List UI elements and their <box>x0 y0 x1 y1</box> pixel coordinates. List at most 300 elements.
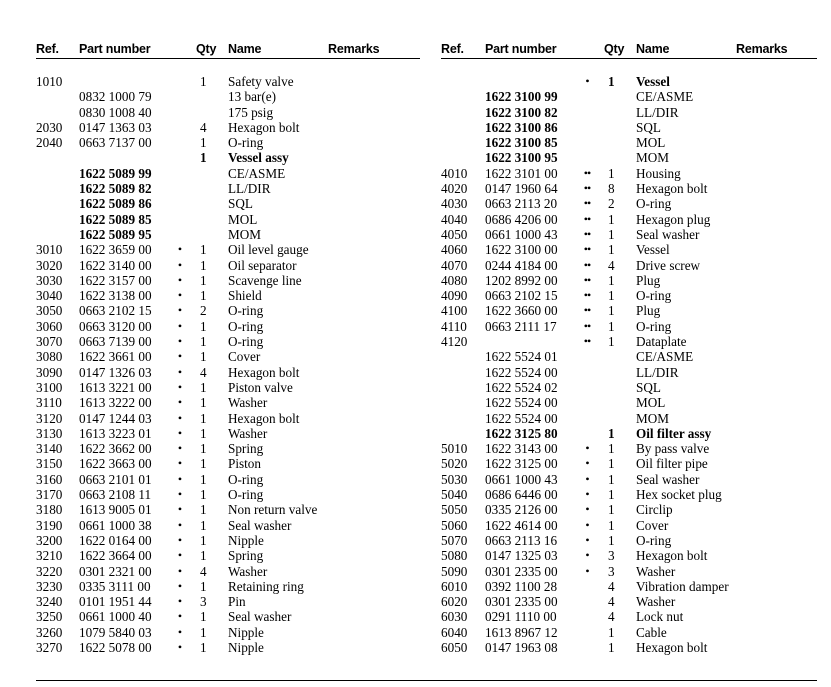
marker-cell: • <box>177 318 182 333</box>
table-row <box>36 59 420 75</box>
name-cell: Seal washer <box>636 226 700 242</box>
ref-cell <box>441 120 485 135</box>
qty-cell: 1 <box>200 425 207 441</box>
name-cell: LL/DIR <box>228 181 271 197</box>
footer-divider <box>36 680 817 681</box>
table-row <box>36 533 420 548</box>
part-number-cell: 1079 5840 03 <box>79 624 152 640</box>
marker-cell: • <box>177 334 182 349</box>
ref-cell: 5010 <box>441 441 468 457</box>
ref-cell: 3030 <box>36 272 63 288</box>
table-row <box>441 533 817 548</box>
qty-cell <box>194 181 228 196</box>
remarks-cell <box>328 150 420 165</box>
table-row <box>36 166 420 181</box>
ref-cell: 3230 <box>36 578 63 594</box>
table-row <box>441 579 817 594</box>
qty-cell: 1 <box>608 211 615 227</box>
table-row <box>36 411 420 426</box>
remarks-cell <box>328 273 420 288</box>
remarks-cell <box>736 273 817 288</box>
remarks-cell <box>736 74 817 89</box>
qty-cell <box>602 120 636 135</box>
ref-cell: 3080 <box>36 349 63 365</box>
ref-cell: 5050 <box>441 502 468 518</box>
ref-cell: 3120 <box>36 410 63 426</box>
ref-cell: 4020 <box>441 181 468 197</box>
name-cell: Scavenge line <box>228 272 302 288</box>
name-cell: Safety valve <box>228 74 294 89</box>
name-cell: Plug <box>636 303 661 319</box>
part-number-cell: 0244 4184 00 <box>485 257 558 273</box>
part-number-cell: 1622 5089 82 <box>79 181 152 197</box>
part-number-cell: 0830 1008 40 <box>79 104 152 120</box>
ref-cell: 4100 <box>441 303 468 319</box>
ref-cell: 4080 <box>441 272 468 288</box>
part-number-cell: 0147 1363 03 <box>79 119 152 135</box>
qty-cell: 1 <box>608 288 615 304</box>
remarks-cell <box>328 395 420 410</box>
qty-cell <box>602 411 636 426</box>
marker-cell: • <box>177 257 182 272</box>
remarks-cell <box>328 609 420 624</box>
remarks-cell <box>736 594 817 609</box>
ref-cell: 6050 <box>441 639 468 655</box>
marker-cell <box>165 150 194 165</box>
table-row <box>36 273 420 288</box>
ref-cell <box>441 74 485 89</box>
qty-cell: 1 <box>608 318 615 334</box>
table-row <box>441 609 817 624</box>
ref-cell <box>36 227 79 242</box>
table-row <box>441 258 817 273</box>
marker-cell: • <box>177 349 182 364</box>
table-row <box>441 273 817 288</box>
marker-cell: • <box>177 410 182 425</box>
table-row <box>441 456 817 471</box>
name-cell: Piston valve <box>228 379 293 395</box>
marker-cell: • <box>177 517 182 532</box>
marker-cell: •• <box>583 288 591 303</box>
ref-cell: 6030 <box>441 609 468 625</box>
table-row <box>36 89 420 104</box>
marker-cell <box>572 426 602 441</box>
part-number-cell: 0291 1110 00 <box>485 609 557 625</box>
part-number-cell: 1622 3143 00 <box>485 441 558 457</box>
ref-cell <box>441 426 485 441</box>
marker-cell <box>572 395 602 410</box>
marker-cell <box>572 411 602 426</box>
ref-cell: 4040 <box>441 211 468 227</box>
name-cell: Hexagon bolt <box>228 119 300 135</box>
marker-cell <box>165 196 194 211</box>
marker-cell: • <box>177 563 182 578</box>
remarks-cell <box>328 89 420 104</box>
qty-cell: 1 <box>200 517 207 533</box>
marker-cell: • <box>585 471 589 486</box>
part-number-cell: 0661 1000 43 <box>485 471 558 487</box>
qty-cell: 1 <box>200 334 207 350</box>
remarks-cell <box>328 502 420 517</box>
marker-cell <box>572 150 602 165</box>
part-number-cell: 0663 2101 01 <box>79 471 152 487</box>
table-row <box>441 380 817 395</box>
name-cell: Vessel assy <box>228 150 289 166</box>
remarks-cell <box>328 594 420 609</box>
remarks-cell <box>736 89 817 104</box>
name-cell: Hexagon bolt <box>228 410 300 426</box>
name-cell: Pin <box>228 594 246 610</box>
name-cell: 175 psig <box>228 104 274 120</box>
part-number-cell: 0101 1951 44 <box>79 594 152 610</box>
ref-cell: 3190 <box>36 517 63 533</box>
marker-cell <box>572 640 602 655</box>
name-cell: By pass valve <box>636 441 710 457</box>
ref-cell <box>441 105 485 120</box>
remarks-cell <box>736 59 817 75</box>
ref-cell: 3060 <box>36 318 63 334</box>
table-row <box>36 334 420 349</box>
ref-cell: 2040 <box>36 135 63 151</box>
part-number-cell: 1622 5524 00 <box>485 364 558 380</box>
ref-cell: 3010 <box>36 242 63 258</box>
remarks-cell <box>328 135 420 150</box>
ref-cell: 4060 <box>441 242 468 258</box>
table-row <box>441 334 817 349</box>
remarks-cell <box>736 625 817 640</box>
qty-cell: 1 <box>608 226 615 242</box>
table-row <box>36 472 420 487</box>
table-row <box>441 303 817 318</box>
remarks-cell <box>736 242 817 257</box>
ref-cell: 5030 <box>441 471 468 487</box>
table-row <box>36 395 420 410</box>
remarks-cell <box>736 196 817 211</box>
qty-cell: 1 <box>608 487 615 503</box>
name-cell: MOM <box>636 150 669 166</box>
remarks-cell <box>328 120 420 135</box>
part-number-cell: 1622 3157 00 <box>79 272 152 288</box>
part-number-cell: 0661 1000 38 <box>79 517 152 533</box>
name-cell: Spring <box>228 441 264 457</box>
name-cell: O-ring <box>228 303 264 319</box>
remarks-cell <box>736 135 817 150</box>
ref-cell: 5020 <box>441 456 468 472</box>
marker-cell: • <box>585 517 589 532</box>
qty-cell <box>602 349 636 364</box>
marker-cell: • <box>585 487 589 502</box>
remarks-cell <box>328 59 420 75</box>
table-row <box>36 594 420 609</box>
marker-cell: • <box>585 74 589 88</box>
ref-cell: 3110 <box>36 395 62 411</box>
marker-cell: • <box>177 288 182 303</box>
table-row <box>36 625 420 640</box>
ref-cell: 2030 <box>36 119 63 135</box>
name-cell: O-ring <box>228 135 264 151</box>
qty-cell <box>602 380 636 395</box>
ref-cell <box>441 349 485 364</box>
header-name: Name <box>228 40 328 59</box>
ref-cell: 3260 <box>36 624 63 640</box>
marker-cell: • <box>585 502 589 517</box>
name-cell: Spring <box>228 548 264 564</box>
remarks-cell <box>328 640 420 655</box>
name-cell: Washer <box>636 594 676 610</box>
marker-cell <box>165 59 194 75</box>
ref-cell: 3150 <box>36 456 63 472</box>
part-number-cell: 1622 3100 95 <box>485 150 558 166</box>
marker-cell: • <box>177 441 182 456</box>
table-header-row <box>441 40 817 59</box>
remarks-cell <box>736 487 817 502</box>
table-row <box>36 135 420 150</box>
remarks-cell <box>736 181 817 196</box>
part-number-cell: 0301 2321 00 <box>79 563 152 579</box>
marker-cell <box>572 365 602 380</box>
name-cell: Drive screw <box>636 257 701 273</box>
remarks-cell <box>328 181 420 196</box>
qty-cell: 4 <box>608 609 615 625</box>
part-number-cell: 1622 5524 00 <box>485 410 558 426</box>
qty-cell <box>194 89 228 104</box>
remarks-cell <box>328 334 420 349</box>
name-cell: Nipple <box>228 639 264 655</box>
qty-cell <box>602 59 636 75</box>
name-cell: Cable <box>636 624 667 640</box>
marker-cell: •• <box>583 303 591 318</box>
table-row <box>441 74 817 89</box>
parts-table-right <box>441 40 817 655</box>
name-cell: O-ring <box>228 318 264 334</box>
part-number-cell: 0686 4206 00 <box>485 211 558 227</box>
remarks-cell <box>736 533 817 548</box>
qty-cell: 1 <box>608 639 615 655</box>
table-row <box>36 579 420 594</box>
marker-cell <box>572 609 602 624</box>
name-cell: SQL <box>228 196 253 212</box>
table-row <box>36 303 420 318</box>
ref-cell: 5060 <box>441 517 468 533</box>
name-cell: Washer <box>228 425 268 441</box>
table-row <box>36 441 420 456</box>
qty-cell: 1 <box>200 624 207 640</box>
table-row <box>441 242 817 257</box>
qty-cell: 1 <box>200 578 207 594</box>
name-cell: Washer <box>228 563 268 579</box>
marker-cell: • <box>177 487 182 502</box>
ref-cell: 6020 <box>441 594 468 610</box>
marker-cell: • <box>177 242 182 257</box>
marker-cell <box>165 227 194 242</box>
part-number-cell: 1613 3223 01 <box>79 425 152 441</box>
qty-cell: 4 <box>608 578 615 594</box>
marker-cell: •• <box>583 257 591 272</box>
marker-cell: • <box>177 272 182 287</box>
table-row <box>36 564 420 579</box>
table-row <box>441 411 817 426</box>
marker-cell: • <box>177 471 182 486</box>
name-cell: Lock nut <box>636 609 684 625</box>
qty-cell: 4 <box>200 119 207 135</box>
remarks-cell <box>736 319 817 334</box>
remarks-cell <box>736 166 817 181</box>
ref-cell: 3270 <box>36 639 63 655</box>
marker-cell <box>165 120 194 135</box>
table-row <box>441 89 817 104</box>
qty-cell: 1 <box>200 74 207 89</box>
part-number-cell <box>79 74 165 89</box>
ref-cell <box>36 105 79 120</box>
remarks-cell <box>736 395 817 410</box>
table-row <box>36 518 420 533</box>
remarks-cell <box>736 609 817 624</box>
remarks-cell <box>328 579 420 594</box>
name-cell: LL/DIR <box>636 104 679 120</box>
qty-cell <box>602 150 636 165</box>
part-number-cell: 1613 9005 01 <box>79 502 152 518</box>
part-number-cell: 0147 1244 03 <box>79 410 152 426</box>
table-row <box>36 487 420 502</box>
qty-cell: 1 <box>608 272 615 288</box>
part-number-cell <box>485 334 572 349</box>
table-row <box>36 227 420 242</box>
table-header-row <box>36 40 420 59</box>
qty-cell: 1 <box>200 395 207 411</box>
marker-cell: • <box>177 548 182 563</box>
qty-cell: 1 <box>608 471 615 487</box>
table-row <box>36 609 420 624</box>
part-number-cell: 1622 5089 86 <box>79 196 152 212</box>
part-number-cell: 0663 2113 20 <box>485 196 558 212</box>
qty-cell: 1 <box>608 425 615 441</box>
marker-cell: • <box>585 456 589 471</box>
ref-cell: 6010 <box>441 578 468 594</box>
marker-cell: • <box>585 532 589 547</box>
table-row <box>36 181 420 196</box>
name-cell: MOL <box>228 211 258 227</box>
part-number-cell: 0661 1000 40 <box>79 609 152 625</box>
marker-cell: •• <box>583 318 591 333</box>
remarks-cell <box>328 105 420 120</box>
qty-cell: 4 <box>200 563 207 579</box>
part-number-cell: 0663 7139 00 <box>79 334 152 350</box>
qty-cell: 1 <box>200 609 207 625</box>
qty-cell: 1 <box>200 410 207 426</box>
name-cell: CE/ASME <box>636 89 694 105</box>
marker-cell: •• <box>583 226 591 241</box>
name-cell: Circlip <box>636 502 673 518</box>
part-number-cell: 1622 3661 00 <box>79 349 152 365</box>
ref-cell: 3240 <box>36 594 63 610</box>
remarks-cell <box>736 456 817 471</box>
qty-cell: 1 <box>200 257 207 273</box>
part-number-cell: 1622 3140 00 <box>79 257 152 273</box>
marker-cell: •• <box>583 242 591 257</box>
table-row <box>36 120 420 135</box>
part-number-cell: 1613 3221 00 <box>79 379 152 395</box>
part-number-cell: 0663 2102 15 <box>485 288 558 304</box>
part-number-cell: 1622 5524 02 <box>485 379 558 395</box>
qty-cell <box>602 395 636 410</box>
table-row <box>441 441 817 456</box>
remarks-cell <box>736 303 817 318</box>
name-cell: Plug <box>636 272 661 288</box>
name-cell: Cover <box>228 349 261 365</box>
name-cell: O-ring <box>636 288 672 304</box>
remarks-cell <box>328 426 420 441</box>
part-number-cell: 0661 1000 43 <box>485 226 558 242</box>
marker-cell: • <box>177 303 182 318</box>
marker-cell <box>165 89 194 104</box>
name-cell: Oil separator <box>228 257 297 273</box>
marker-cell: •• <box>583 196 591 211</box>
name-cell: CE/ASME <box>636 349 694 365</box>
ref-cell <box>36 166 79 181</box>
ref-cell: 3020 <box>36 257 63 273</box>
name-cell: Hexagon bolt <box>636 181 708 197</box>
part-number-cell: 1622 3100 00 <box>485 242 558 258</box>
ref-cell: 5090 <box>441 563 468 579</box>
ref-cell <box>36 150 79 165</box>
qty-cell: 1 <box>200 456 207 472</box>
marker-cell: • <box>177 609 182 624</box>
qty-cell: 1 <box>608 502 615 518</box>
ref-cell <box>441 395 485 410</box>
ref-cell <box>441 150 485 165</box>
remarks-cell <box>736 502 817 517</box>
name-cell: O-ring <box>228 334 264 350</box>
header-remarks: Remarks <box>736 40 817 59</box>
name-cell: LL/DIR <box>636 364 679 380</box>
table-row <box>441 319 817 334</box>
marker-cell: •• <box>583 334 591 349</box>
header-qty: Qty <box>602 40 636 59</box>
table-row <box>441 196 817 211</box>
table-row <box>36 105 420 120</box>
part-number-cell: 1622 3125 80 <box>485 425 558 441</box>
qty-cell <box>194 227 228 242</box>
qty-cell: 4 <box>608 594 615 610</box>
part-number-cell <box>485 74 572 89</box>
qty-cell: 1 <box>200 548 207 564</box>
table-row <box>441 120 817 135</box>
parts-list-left <box>36 40 420 655</box>
remarks-cell <box>328 441 420 456</box>
table-row <box>441 472 817 487</box>
table-row <box>441 59 817 75</box>
marker-cell <box>572 625 602 640</box>
marker-cell <box>572 594 602 609</box>
marker-cell <box>572 349 602 364</box>
qty-cell: 1 <box>608 517 615 533</box>
table-row <box>441 594 817 609</box>
name-cell: CE/ASME <box>228 165 286 181</box>
remarks-cell <box>736 564 817 579</box>
qty-cell: 1 <box>200 242 207 258</box>
table-row <box>36 196 420 211</box>
part-number-cell: 1622 3660 00 <box>485 303 558 319</box>
name-cell: MOM <box>228 226 261 242</box>
remarks-cell <box>736 472 817 487</box>
qty-cell: 2 <box>608 196 615 212</box>
table-row <box>36 365 420 380</box>
qty-cell: 1 <box>608 334 615 350</box>
name-cell: Piston <box>228 456 261 472</box>
part-number-cell: 1622 5524 00 <box>485 395 558 411</box>
remarks-cell <box>328 349 420 364</box>
qty-cell: 1 <box>200 288 207 304</box>
